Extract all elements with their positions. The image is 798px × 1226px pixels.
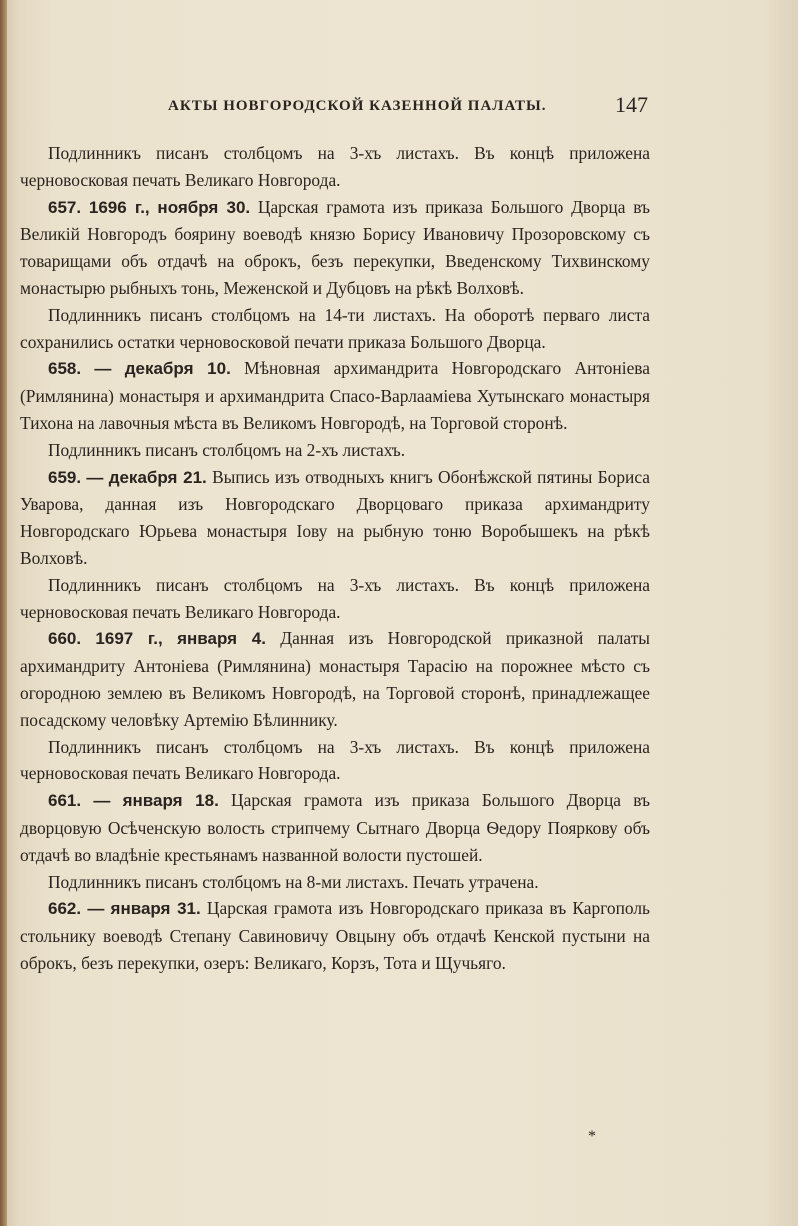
- entry-text: Мѣновная архимандрита Новгородскаго Антоніева (Римлянина) монастыря и архимандрита Спасо-Варлааміева Хутынскаго монастыря Тихона на лавочныя мѣста въ Великомъ Новгородѣ, на Торговой сторонѣ.: [20, 358, 650, 433]
- entry-year: 1697 г.,: [95, 629, 163, 649]
- entry-text: Царская грамота изъ приказа Большого Дворца въ дворцовую Осѣченскую волость стрипчему Сытнаго Дворца Ѳедору Пояркову объ отдачѣ во владѣніе крестьянамъ названной волости пустошей.: [20, 790, 650, 865]
- note-paragraph: [20, 572, 650, 626]
- binding-edge: [0, 0, 7, 1226]
- entry-dash: —: [94, 359, 112, 379]
- entry-659: [20, 464, 650, 572]
- entry-year: 1696 г.,: [88, 197, 150, 217]
- body-text: [20, 140, 650, 977]
- entry-text: Царская грамота изъ приказа Большого Дворца въ Великій Новгородъ боярину воеводѣ князю Борису Ивановичу Прозоровскому съ товарищами объ отдачѣ на оброкъ, безъ перекупки, Введенскому Тихвинскому монастырю рыбныхъ тонь, Меженской и Дубцовъ на рѣкѣ Волховѣ.: [20, 196, 650, 298]
- note-text: Подлинникъ писанъ столбцомъ на 8-ми листахъ. Печать утрачена.: [48, 871, 539, 892]
- entry-number: 658.: [48, 359, 82, 379]
- entry-662: [20, 895, 650, 976]
- entry-657: [20, 194, 650, 302]
- note-paragraph: [20, 869, 650, 896]
- footer-asterisk: *: [588, 1128, 596, 1145]
- entry-date: ноября 30.: [157, 197, 251, 217]
- note-text: Подлинникъ писанъ столбцомъ на 3-хъ листахъ. Въ концѣ приложена черновосковая печать Великаго Новгорода.: [20, 736, 650, 784]
- entry-date: декабря 10.: [124, 359, 231, 379]
- running-head: [168, 92, 648, 122]
- entry-date: декабря 21.: [108, 467, 207, 487]
- entry-number: 661.: [48, 791, 82, 811]
- entry-text: Данная изъ Новгородской приказной палаты архимандриту Антоніева (Римлянина) монастыря Тарасію на порожнее мѣсто съ огородною землею въ Великомъ Новгородѣ, на Торговой сторонѣ, принадлежащее посадскому человѣку Артемію Бѣлиннику.: [20, 628, 650, 730]
- entry-658: [20, 355, 650, 436]
- note-text: Подлинникъ писанъ столбцомъ на 2-хъ листахъ.: [48, 439, 406, 460]
- entry-text: Царская грамота изъ Новгородскаго приказа въ Каргополь стольнику воеводѣ Степану Савиновичу Овцыну объ отдачѣ Кенской пустыни на оброкъ, безъ перекупки, озеръ: Великаго, Корзъ, Тота и Щучьяго.: [20, 898, 650, 973]
- entry-date: января 18.: [122, 791, 219, 811]
- entry-date: января 31.: [110, 899, 201, 919]
- note-text: Подлинникъ писанъ столбцомъ на 14-ти листахъ. На оборотѣ перваго листа сохранились остатки черновосковой печати приказа Большого Дворца.: [20, 304, 650, 352]
- note-text: Подлинникъ писанъ столбцомъ на 3-хъ листахъ. Въ концѣ приложена черновосковая печать Великаго Новгорода.: [20, 143, 650, 190]
- entry-date: января 4.: [177, 629, 266, 649]
- entry-660: [20, 625, 650, 733]
- entry-dash: —: [87, 899, 105, 919]
- page-number: 147: [615, 92, 648, 117]
- entry-text: Выпись изъ отводныхъ книгъ Обонѣжской пятины Бориса Уварова, данная изъ Новгородскаго Дворцоваго приказа архимандриту Новгородскаго Юрьева монастыря Іову на рыбную тоню Воробышекъ на рѣкѣ Волховѣ.: [20, 466, 650, 568]
- entry-dash: —: [93, 791, 111, 811]
- note-paragraph: [20, 302, 650, 356]
- running-title: АКТЫ НОВГОРОДСКОЙ КАЗЕННОЙ ПАЛАТЫ.: [168, 98, 547, 114]
- entry-number: 657.: [48, 197, 82, 217]
- entry-number: 659.: [48, 467, 82, 487]
- note-text: Подлинникъ писанъ столбцомъ на 3-хъ листахъ. Въ концѣ приложена черновосковая печать Великаго Новгорода.: [20, 574, 650, 622]
- note-paragraph: [20, 140, 650, 194]
- entry-dash: —: [86, 467, 104, 487]
- entry-number: 660.: [48, 629, 82, 649]
- note-paragraph: [20, 734, 650, 788]
- entry-number: 662.: [48, 899, 82, 919]
- entry-661: [20, 787, 650, 868]
- note-paragraph: [20, 437, 650, 464]
